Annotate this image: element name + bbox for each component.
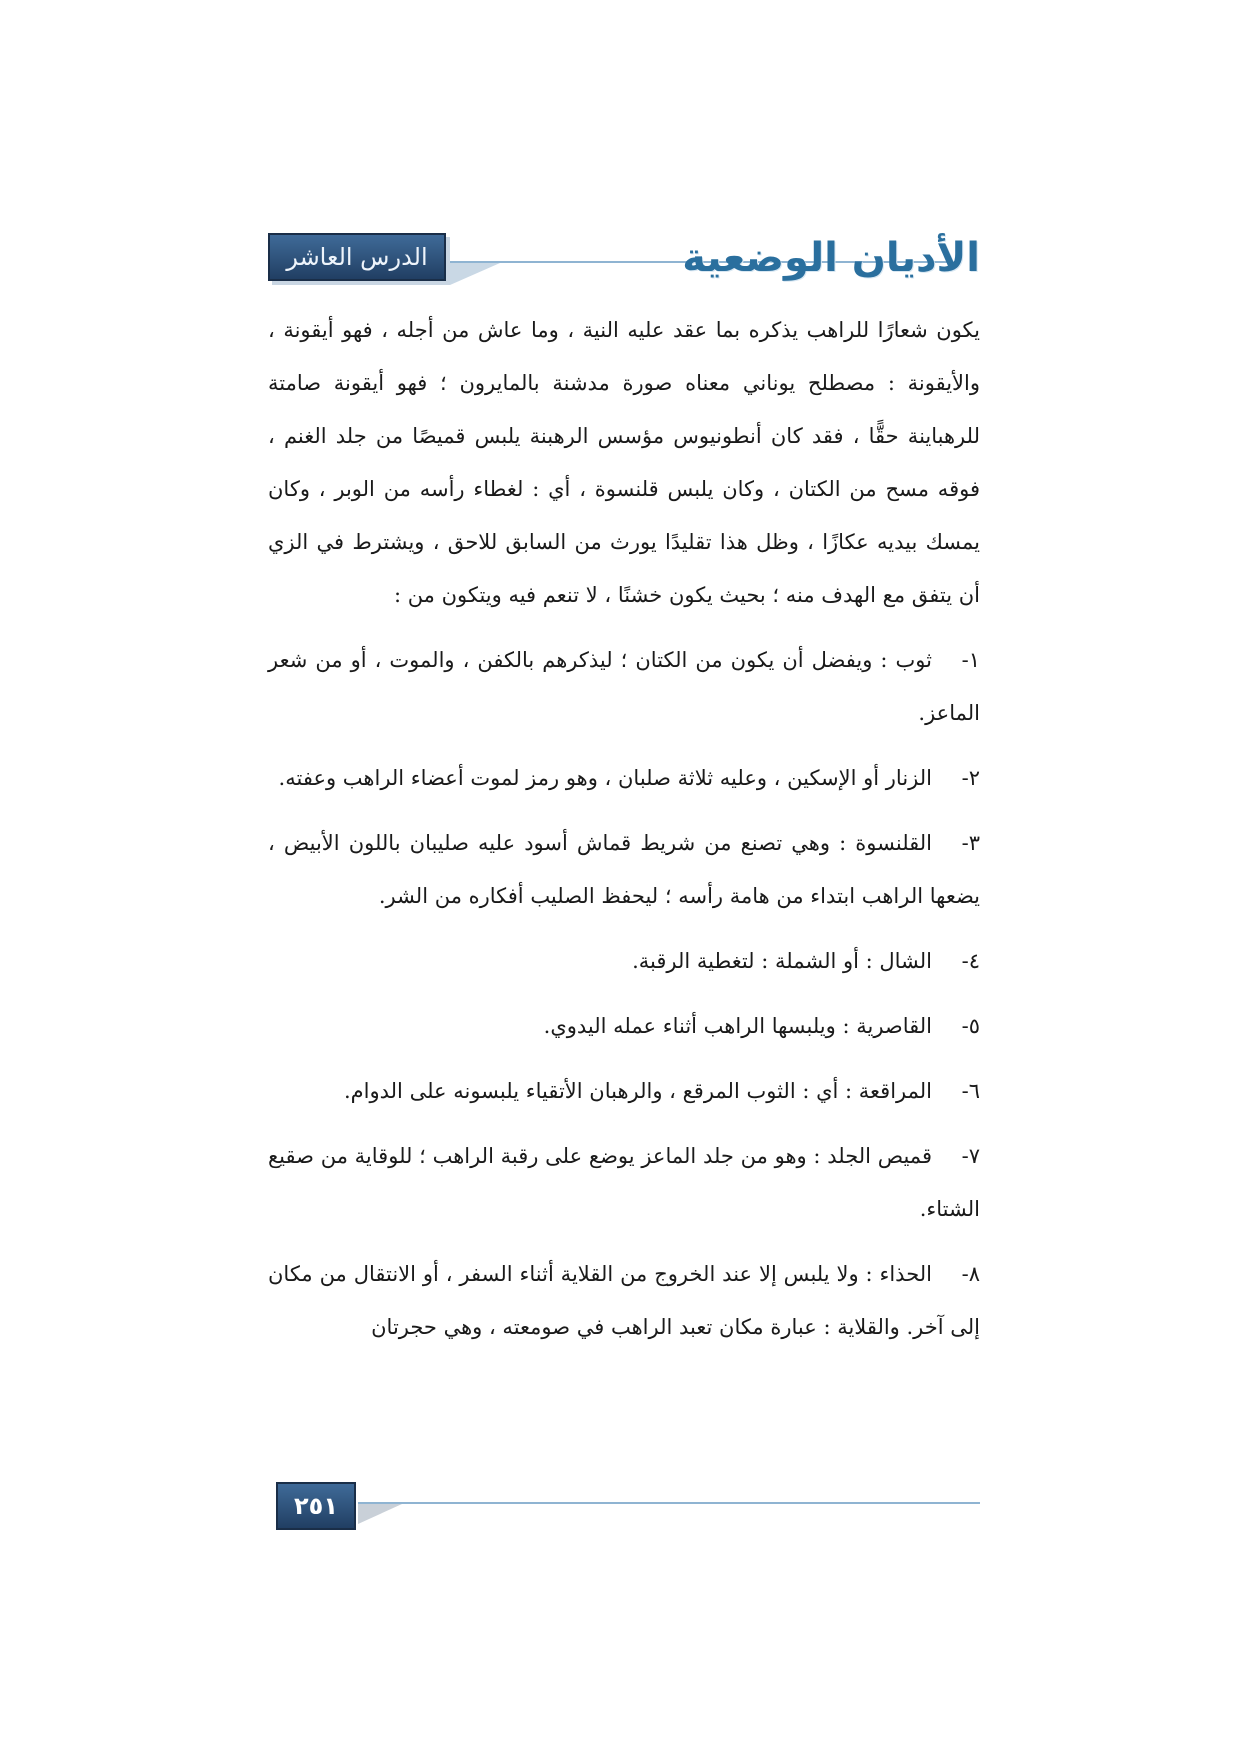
list-item — [268, 1000, 980, 1053]
page-number: ٢٥١ — [294, 1492, 338, 1520]
lesson-label: الدرس العاشر — [286, 243, 428, 271]
list-item-text: الحذاء : ولا يلبس إلا عند الخروج من القلاية أثناء السفر ، أو الانتقال من مكان إلى آخر. والقلاية : عبارة مكان تعبد الراهب في صومعته ، وهي حجرتان — [268, 1262, 980, 1339]
footer-rule-wedge — [358, 1504, 402, 1524]
list-item — [268, 1248, 980, 1354]
list-item-number: ٨- — [961, 1262, 980, 1286]
list-item — [268, 1130, 980, 1236]
list-item-text: الشال : أو الشملة : لتغطية الرقبة. — [632, 949, 932, 973]
list-item-text: القلنسوة : وهي تصنع من شريط قماش أسود عليه صليبان باللون الأبيض ، يضعها الراهب ابتداء من هامة رأسه ؛ ليحفظ الصليب أفكاره من الشر. — [268, 831, 980, 908]
list-item — [268, 1065, 980, 1118]
page-number-badge — [276, 1482, 356, 1530]
list-item-number: ٥- — [961, 1014, 980, 1038]
list-item-number: ٦- — [961, 1079, 980, 1103]
page-footer — [276, 1482, 980, 1534]
list-item-number: ٤- — [961, 949, 980, 973]
intro-paragraph: يكون شعارًا للراهب يذكره بما عقد عليه النية ، وما عاش من أجله ، فهو أيقونة ، والأيقونة : مصطلح يوناني معناه صورة مدشنة بالمايرون ؛ فهو أيقونة صامتة للرهباينة حقًّا ، فقد كان أنطونيوس مؤسس الرهبنة يلبس قميصًا من جلد الغنم ، فوقه مسح من الكتان ، وكان يلبس قلنسوة ، أي : لغطاء رأسه من الوبر ، وكان يمسك بيديه عكازًا ، وظل هذا تقليدًا يورث من السابق للاحق ، ويشترط في الزي أن يتفق مع الهدف منه ؛ بحيث يكون خشنًا ، لا تنعم فيه ويتكون من : — [268, 318, 980, 607]
book-title: الأديان الوضعية — [682, 235, 980, 281]
list-item-number: ٣- — [961, 831, 980, 855]
page-body — [268, 304, 980, 1366]
header-rule-wedge — [450, 263, 500, 285]
footer-rule — [358, 1502, 980, 1504]
list-item-text: القاصرية : ويلبسها الراهب أثناء عمله اليدوي. — [543, 1014, 932, 1038]
list-item — [268, 935, 980, 988]
page-header — [268, 230, 980, 286]
list-item-number: ٧- — [961, 1144, 980, 1168]
list-item — [268, 817, 980, 923]
list-item — [268, 634, 980, 740]
list-item-number: ٢- — [961, 766, 980, 790]
list-item-text: ثوب : ويفضل أن يكون من الكتان ؛ ليذكرهم بالكفن ، والموت ، أو من شعر الماعز. — [268, 648, 980, 725]
list-item — [268, 752, 980, 805]
lesson-badge — [268, 233, 446, 281]
list-item-number: ١- — [961, 648, 980, 672]
list-item-text: الزنار أو الإسكين ، وعليه ثلاثة صلبان ، وهو رمز لموت أعضاء الراهب وعفته. — [278, 766, 932, 790]
list-item-text: قميص الجلد : وهو من جلد الماعز يوضع على رقبة الراهب ؛ للوقاية من صقيع الشتاء. — [268, 1144, 980, 1221]
list-item-text: المراقعة : أي : الثوب المرقع ، والرهبان الأتقياء يلبسونه على الدوام. — [343, 1079, 932, 1103]
